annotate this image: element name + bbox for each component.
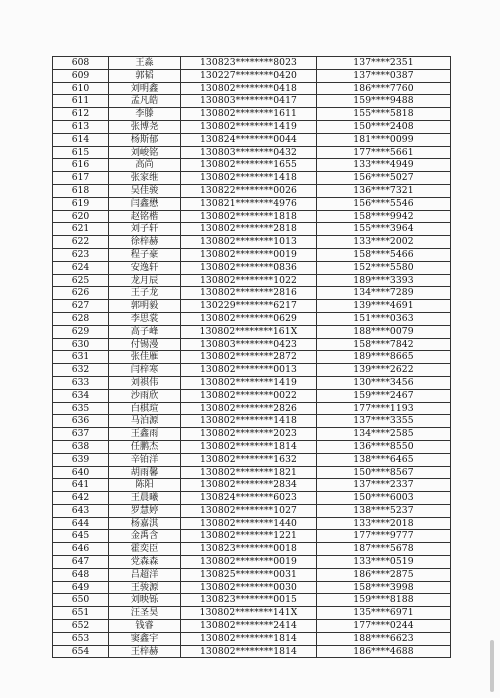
student-name: 高尚 — [109, 159, 181, 172]
table-row — [53, 172, 451, 185]
row-number: 615 — [53, 147, 109, 160]
id-number: 130824********0044 — [181, 134, 317, 147]
phone-number: 186****4688 — [317, 646, 451, 659]
row-number: 646 — [53, 543, 109, 556]
id-number: 130824********6023 — [181, 492, 317, 505]
table-row — [53, 415, 451, 428]
row-number: 630 — [53, 339, 109, 352]
id-number: 130802********1440 — [181, 518, 317, 531]
row-number: 637 — [53, 428, 109, 441]
id-number: 130802********2826 — [181, 403, 317, 416]
id-number: 130802********1022 — [181, 275, 317, 288]
student-name: 郭明毅 — [109, 300, 181, 313]
phone-number: 138****5237 — [317, 505, 451, 518]
id-number: 130802********161X — [181, 326, 317, 339]
phone-number: 136****8550 — [317, 441, 451, 454]
student-name: 马泊源 — [109, 415, 181, 428]
row-number: 618 — [53, 185, 109, 198]
phone-number: 177****1193 — [317, 403, 451, 416]
student-name: 龙月辰 — [109, 275, 181, 288]
table-row — [53, 454, 451, 467]
phone-number: 189****8665 — [317, 351, 451, 364]
phone-number: 189****3393 — [317, 275, 451, 288]
student-name: 杨斯郁 — [109, 134, 181, 147]
row-number: 633 — [53, 377, 109, 390]
id-number: 130802********1821 — [181, 467, 317, 480]
table-row — [53, 147, 451, 160]
id-number: 130802********0836 — [181, 262, 317, 275]
row-number: 619 — [53, 198, 109, 211]
student-name: 钱睿 — [109, 620, 181, 633]
table-row — [53, 351, 451, 364]
id-number: 130803********0417 — [181, 95, 317, 108]
row-number: 621 — [53, 223, 109, 236]
student-name: 李思裳 — [109, 313, 181, 326]
table-row — [53, 390, 451, 403]
table-row — [53, 646, 451, 659]
table-row — [53, 492, 451, 505]
table-row — [53, 582, 451, 595]
scrollbar[interactable] — [490, 640, 494, 692]
id-number: 130802********2872 — [181, 351, 317, 364]
table-row — [53, 313, 451, 326]
student-name: 王梓赫 — [109, 646, 181, 659]
id-number: 130802********0629 — [181, 313, 317, 326]
id-number: 130802********1418 — [181, 172, 317, 185]
row-number: 620 — [53, 211, 109, 224]
phone-number: 156****5027 — [317, 172, 451, 185]
row-number: 638 — [53, 441, 109, 454]
phone-number: 177****5661 — [317, 147, 451, 160]
phone-number: 177****9777 — [317, 530, 451, 543]
id-number: 130802********1655 — [181, 159, 317, 172]
student-name: 白棋瑄 — [109, 403, 181, 416]
student-name: 刘映铄 — [109, 594, 181, 607]
student-name: 胡雨馨 — [109, 467, 181, 480]
student-name: 张博尧 — [109, 121, 181, 134]
id-number: 130802********1027 — [181, 505, 317, 518]
phone-number: 150****8567 — [317, 467, 451, 480]
student-name: 霍奕臣 — [109, 543, 181, 556]
id-number: 130802********1221 — [181, 530, 317, 543]
phone-number: 155****5818 — [317, 108, 451, 121]
id-number: 130802********1419 — [181, 121, 317, 134]
row-number: 608 — [53, 57, 109, 70]
id-number: 130802********1632 — [181, 454, 317, 467]
id-number: 130802********2818 — [181, 223, 317, 236]
row-number: 611 — [53, 95, 109, 108]
student-name: 赵铭楷 — [109, 211, 181, 224]
id-number: 130802********0022 — [181, 390, 317, 403]
student-name: 王子龙 — [109, 287, 181, 300]
id-number: 130825********0031 — [181, 569, 317, 582]
phone-number: 136****7321 — [317, 185, 451, 198]
phone-number: 181****0099 — [317, 134, 451, 147]
row-number: 632 — [53, 364, 109, 377]
row-number: 651 — [53, 607, 109, 620]
table-row — [53, 479, 451, 492]
row-number: 635 — [53, 403, 109, 416]
row-number: 622 — [53, 236, 109, 249]
student-name: 罗慧婷 — [109, 505, 181, 518]
phone-number: 134****7289 — [317, 287, 451, 300]
table-row — [53, 530, 451, 543]
phone-number: 133****0519 — [317, 556, 451, 569]
row-number: 636 — [53, 415, 109, 428]
table-row — [53, 556, 451, 569]
id-number: 130823********0018 — [181, 543, 317, 556]
table-row — [53, 159, 451, 172]
table-row — [53, 441, 451, 454]
id-number: 130803********0432 — [181, 147, 317, 160]
student-name: 王淼 — [109, 57, 181, 70]
id-number: 130802********0019 — [181, 556, 317, 569]
phone-number: 188****0079 — [317, 326, 451, 339]
table-row — [53, 607, 451, 620]
phone-number: 159****9488 — [317, 95, 451, 108]
id-number: 130227********0420 — [181, 70, 317, 83]
row-number: 610 — [53, 83, 109, 96]
phone-number: 133****4949 — [317, 159, 451, 172]
row-number: 609 — [53, 70, 109, 83]
student-name: 王骏源 — [109, 582, 181, 595]
table-row — [53, 377, 451, 390]
student-name: 郭韬 — [109, 70, 181, 83]
id-number: 130802********1814 — [181, 441, 317, 454]
phone-number: 137****2337 — [317, 479, 451, 492]
row-number: 645 — [53, 530, 109, 543]
table-row — [53, 364, 451, 377]
phone-number: 188****6623 — [317, 633, 451, 646]
student-name: 沙雨欣 — [109, 390, 181, 403]
student-name: 闫梓寒 — [109, 364, 181, 377]
student-name: 徐梓赫 — [109, 236, 181, 249]
phone-number: 139****4691 — [317, 300, 451, 313]
student-name: 安逸轩 — [109, 262, 181, 275]
phone-number: 138****6465 — [317, 454, 451, 467]
id-number: 130802********1611 — [181, 108, 317, 121]
id-number: 130802********2414 — [181, 620, 317, 633]
row-number: 631 — [53, 351, 109, 364]
table-row — [53, 57, 451, 70]
id-number: 130802********0019 — [181, 249, 317, 262]
phone-number: 137****2351 — [317, 57, 451, 70]
row-number: 625 — [53, 275, 109, 288]
student-name: 汪圣昊 — [109, 607, 181, 620]
phone-number: 158****9942 — [317, 211, 451, 224]
row-number: 624 — [53, 262, 109, 275]
id-number: 130821********4976 — [181, 198, 317, 211]
id-number: 130802********1814 — [181, 633, 317, 646]
student-name: 陈阳 — [109, 479, 181, 492]
student-name: 王鑫雨 — [109, 428, 181, 441]
student-name: 吕超洋 — [109, 569, 181, 582]
row-number: 627 — [53, 300, 109, 313]
phone-number: 187****5678 — [317, 543, 451, 556]
student-name: 王晨曦 — [109, 492, 181, 505]
student-name: 高子峰 — [109, 326, 181, 339]
student-name: 程子豪 — [109, 249, 181, 262]
phone-number: 134****2585 — [317, 428, 451, 441]
row-number: 634 — [53, 390, 109, 403]
student-name: 杨嘉淇 — [109, 518, 181, 531]
table-row — [53, 543, 451, 556]
row-number: 623 — [53, 249, 109, 262]
phone-number: 186****2875 — [317, 569, 451, 582]
row-number: 640 — [53, 467, 109, 480]
table-row — [53, 236, 451, 249]
id-number: 130822********0026 — [181, 185, 317, 198]
phone-number: 130****3456 — [317, 377, 451, 390]
table-row — [53, 121, 451, 134]
student-name: 张家维 — [109, 172, 181, 185]
table-row — [53, 275, 451, 288]
student-name: 闫鑫懋 — [109, 198, 181, 211]
id-number: 130802********1814 — [181, 646, 317, 659]
row-number: 642 — [53, 492, 109, 505]
id-number: 130802********2816 — [181, 287, 317, 300]
id-number: 130802********1013 — [181, 236, 317, 249]
phone-number: 159****2467 — [317, 390, 451, 403]
row-number: 617 — [53, 172, 109, 185]
roster-table — [52, 56, 451, 658]
student-name: 付锡漫 — [109, 339, 181, 352]
id-number: 130802********1818 — [181, 211, 317, 224]
id-number: 130802********2834 — [181, 479, 317, 492]
table-row — [53, 108, 451, 121]
student-name: 任鹏杰 — [109, 441, 181, 454]
row-number: 653 — [53, 633, 109, 646]
table-row — [53, 95, 451, 108]
student-name: 刘峻铭 — [109, 147, 181, 160]
table-row — [53, 428, 451, 441]
row-number: 650 — [53, 594, 109, 607]
student-name: 孟凡皓 — [109, 95, 181, 108]
table-row — [53, 326, 451, 339]
row-number: 639 — [53, 454, 109, 467]
id-number: 130802********0030 — [181, 582, 317, 595]
phone-number: 177****0244 — [317, 620, 451, 633]
student-name: 李滕 — [109, 108, 181, 121]
table-row — [53, 300, 451, 313]
table-row — [53, 185, 451, 198]
table-row — [53, 211, 451, 224]
row-number: 652 — [53, 620, 109, 633]
id-number: 130229********6217 — [181, 300, 317, 313]
phone-number: 155****3964 — [317, 223, 451, 236]
phone-number: 133****2002 — [317, 236, 451, 249]
row-number: 626 — [53, 287, 109, 300]
table-row — [53, 262, 451, 275]
row-number: 647 — [53, 556, 109, 569]
id-number: 130802********1419 — [181, 377, 317, 390]
table-row — [53, 633, 451, 646]
phone-number: 158****3998 — [317, 582, 451, 595]
phone-number: 152****5580 — [317, 262, 451, 275]
table-row — [53, 467, 451, 480]
table-row — [53, 403, 451, 416]
student-name: 金禹含 — [109, 530, 181, 543]
table-row — [53, 569, 451, 582]
phone-number: 139****2622 — [317, 364, 451, 377]
row-number: 612 — [53, 108, 109, 121]
student-name: 刘明鑫 — [109, 83, 181, 96]
phone-number: 158****5466 — [317, 249, 451, 262]
id-number: 130803********0423 — [181, 339, 317, 352]
id-number: 130823********8023 — [181, 57, 317, 70]
phone-number: 150****2408 — [317, 121, 451, 134]
table-row — [53, 339, 451, 352]
row-number: 641 — [53, 479, 109, 492]
row-number: 614 — [53, 134, 109, 147]
phone-number: 137****0387 — [317, 70, 451, 83]
table-row — [53, 518, 451, 531]
table-row — [53, 620, 451, 633]
row-number: 613 — [53, 121, 109, 134]
phone-number: 150****6003 — [317, 492, 451, 505]
row-number: 643 — [53, 505, 109, 518]
row-number: 629 — [53, 326, 109, 339]
table-row — [53, 505, 451, 518]
table-row — [53, 70, 451, 83]
student-name: 吴佳骏 — [109, 185, 181, 198]
phone-number: 159****8188 — [317, 594, 451, 607]
table-row — [53, 249, 451, 262]
table-row — [53, 198, 451, 211]
phone-number: 133****2018 — [317, 518, 451, 531]
phone-number: 186****7760 — [317, 83, 451, 96]
student-name: 刘祺伟 — [109, 377, 181, 390]
id-number: 130802********0013 — [181, 364, 317, 377]
id-number: 130802********0418 — [181, 83, 317, 96]
id-number: 130802********1418 — [181, 415, 317, 428]
phone-number: 156****5546 — [317, 198, 451, 211]
phone-number: 137****3355 — [317, 415, 451, 428]
table-row — [53, 83, 451, 96]
table-row — [53, 134, 451, 147]
row-number: 648 — [53, 569, 109, 582]
id-number: 130802********2023 — [181, 428, 317, 441]
row-number: 628 — [53, 313, 109, 326]
id-number: 130823********0015 — [181, 594, 317, 607]
row-number: 649 — [53, 582, 109, 595]
student-name: 张佳雁 — [109, 351, 181, 364]
row-number: 644 — [53, 518, 109, 531]
table-row — [53, 223, 451, 236]
student-name: 辛铂洋 — [109, 454, 181, 467]
row-number: 654 — [53, 646, 109, 659]
table-row — [53, 594, 451, 607]
phone-number: 151****0363 — [317, 313, 451, 326]
student-name: 党森森 — [109, 556, 181, 569]
row-number: 616 — [53, 159, 109, 172]
student-name: 窦鑫宇 — [109, 633, 181, 646]
student-name: 刘子轩 — [109, 223, 181, 236]
phone-number: 135****6971 — [317, 607, 451, 620]
id-number: 130802********141X — [181, 607, 317, 620]
phone-number: 158****7842 — [317, 339, 451, 352]
table-row — [53, 287, 451, 300]
